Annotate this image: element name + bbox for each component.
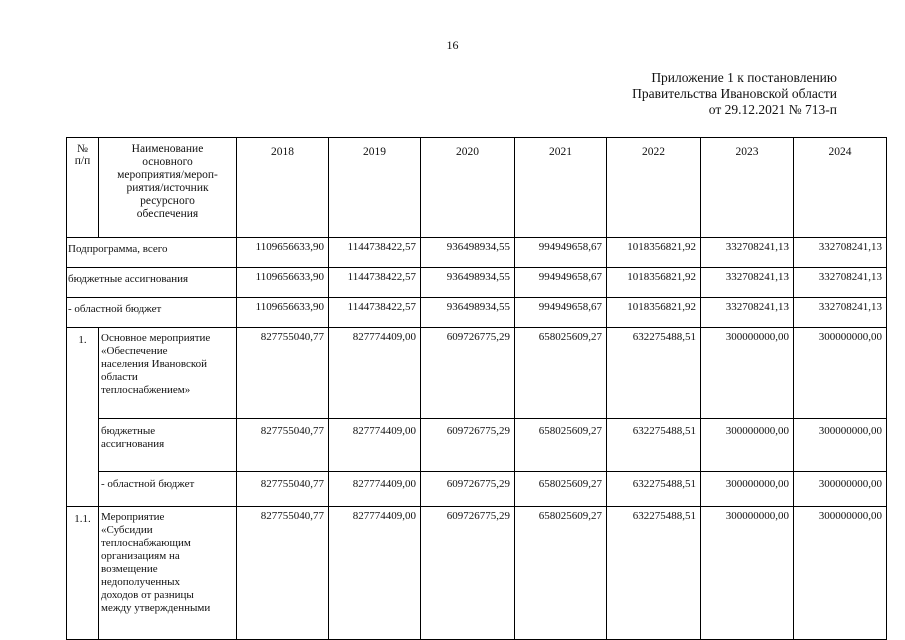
appendix-line-2: Правительства Ивановской области [632,86,837,101]
table-cell: 300000000,00 [701,328,794,419]
header-year: 2018 [237,138,329,238]
table-cell: 332708241,13 [794,268,887,298]
appendix-heading [632,70,837,118]
table-cell: 609726775,29 [421,472,515,507]
measure-title-line: возмещение [101,563,158,575]
table-cell: 994949658,67 [515,238,607,268]
table-cell: 300000000,00 [794,472,887,507]
table-cell: 300000000,00 [794,328,887,419]
table-cell: 827755040,77 [237,472,329,507]
header-name-line: мероприятия/мероп- [117,169,218,181]
header-year: 2020 [421,138,515,238]
header-name-line: ресурсного [140,195,195,207]
header-name-line: основного [142,156,193,168]
measure-title-line: населения Ивановской [101,358,208,370]
table-row [67,268,887,298]
table-cell: 1018356821,92 [607,238,701,268]
row-label: - областной бюджет [67,298,237,328]
measure-title-line: «Обеспечение [101,345,168,357]
appendix-line-1: Приложение 1 к постановлению [651,70,837,85]
table-cell: 332708241,13 [701,298,794,328]
row-label-line: бюджетные [101,425,156,437]
table-cell: 332708241,13 [794,298,887,328]
table-cell: 1144738422,57 [329,238,421,268]
table-cell: 827755040,77 [237,328,329,419]
measure-title-line: теплоснабжением» [101,384,191,396]
header-year: 2023 [701,138,794,238]
table-cell: 300000000,00 [794,507,887,640]
page-number: 16 [446,38,459,52]
table-cell: 1018356821,92 [607,268,701,298]
table-cell: 609726775,29 [421,328,515,419]
table-cell: 936498934,55 [421,238,515,268]
table-cell: 994949658,67 [515,268,607,298]
table-cell: 1109656633,90 [237,298,329,328]
measure-title-line: области [101,371,138,383]
measure-title-line: между утвержденными [101,602,211,614]
row-label-line: ассигнования [101,438,165,450]
table-cell: 632275488,51 [607,472,701,507]
row-label: Подпрограмма, всего [67,238,237,268]
header-npp-line: п/п [74,155,91,167]
header-npp-line: № [77,143,88,155]
row-label [99,419,237,472]
measure-title-line: доходов от разницы [101,589,194,601]
appendix-line-3: от 29.12.2021 № 713-п [708,102,837,117]
header-name-line: обеспечения [136,208,199,220]
table-cell: 936498934,55 [421,268,515,298]
table-cell: 332708241,13 [701,238,794,268]
table-cell: 300000000,00 [701,507,794,640]
header-year: 2019 [329,138,421,238]
measure-title-line: организациям на [101,550,180,562]
funding-table [66,137,887,640]
header-name [99,138,237,238]
table-cell: 300000000,00 [794,419,887,472]
table-cell: 936498934,55 [421,298,515,328]
table-cell: 827774409,00 [329,328,421,419]
table-cell: 1109656633,90 [237,238,329,268]
table-row [67,472,887,507]
table-row [67,298,887,328]
table-cell: 827774409,00 [329,507,421,640]
header-year: 2021 [515,138,607,238]
table-row [67,238,887,268]
header-npp [67,138,99,238]
table-cell: 827774409,00 [329,472,421,507]
measure-title [99,328,237,419]
table-cell: 658025609,27 [515,507,607,640]
table-cell: 609726775,29 [421,507,515,640]
table-cell: 658025609,27 [515,419,607,472]
measure-title-line: «Субсидии [101,524,153,536]
table-cell: 827755040,77 [237,507,329,640]
table-cell: 632275488,51 [607,328,701,419]
table-cell: 1109656633,90 [237,268,329,298]
header-row [67,138,887,238]
row-label: - областной бюджет [99,472,237,507]
header-name-line: Наименование [131,143,204,155]
table-cell: 332708241,13 [794,238,887,268]
header-year: 2022 [607,138,701,238]
table-cell: 1018356821,92 [607,298,701,328]
table-cell: 827755040,77 [237,419,329,472]
table-cell: 632275488,51 [607,419,701,472]
row-index: 1.1. [67,507,99,640]
table-cell: 827774409,00 [329,419,421,472]
table-row [67,507,887,640]
table-cell: 658025609,27 [515,472,607,507]
measure-title [99,507,237,640]
header-name-line: риятия/источник [126,182,209,194]
row-index: 1. [67,328,99,507]
table-cell: 1144738422,57 [329,268,421,298]
measure-title-line: недополученных [101,576,181,588]
table-cell: 994949658,67 [515,298,607,328]
table-row [67,328,887,419]
table-cell: 658025609,27 [515,328,607,419]
header-year: 2024 [794,138,887,238]
measure-title-line: Основное мероприятие [101,332,211,344]
table-cell: 609726775,29 [421,419,515,472]
measure-title-line: Мероприятие [101,511,165,523]
table-row [67,419,887,472]
table-cell: 332708241,13 [701,268,794,298]
table-cell: 632275488,51 [607,507,701,640]
row-label: бюджетные ассигнования [67,268,237,298]
table-cell: 300000000,00 [701,419,794,472]
table-cell: 300000000,00 [701,472,794,507]
table-cell: 1144738422,57 [329,298,421,328]
measure-title-line: теплоснабжающим [101,537,191,549]
